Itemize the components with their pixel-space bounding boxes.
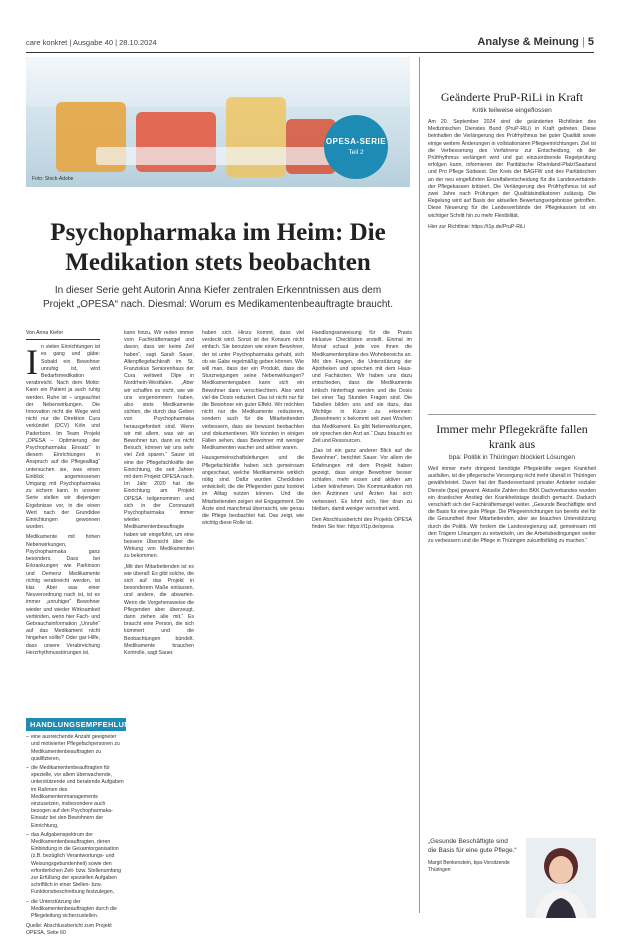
sidebar-1-body: Am 20. September 2024 sind die geänderten Richtlinien des Medizinischen Dienstes Bund (PruP-RiLi) in Kraft getreten. Diese beinhalten die Verlängerung des Prüfrhythmus bei guter Qualität sowie einige weitere Änderungen in vollstationären Pflegeeinrichtungen. Ziel ist die Verbesserung des Verfahrens zur Entscheidung, ob der Prüfrhythmus verlängert wird und gut einzuordnende Regelprüfung erfolgen kann, informieren der Paritätische Rheinland-Pfalz/Saarland und Pro Pflege Südwest. Der Kreis der BAGFW und des Paritätischen an der neu eingeführten Einzelfallentscheidung für die Landesverbände der Pflegekassen kritisiert. Die Verlängerung des Prüfrhythmus ist auf zwei Jahre nach Prüfungen der Qualitätsindikatoren zulässig. Die Regelung wird auf Basis der aktuellen Bewertungsergebnisse getroffen. Diese Neuerung für die Landesverbände der Pflegekassen ist ein wichtiger Schritt hin zu mehr Flexibilität.	[428, 119, 596, 219]
section-name: Analyse & Meinung	[477, 36, 579, 48]
portrait-photo	[526, 838, 596, 918]
sidebar-1-title: Geänderte PruP-RiLi in Kraft	[440, 90, 584, 104]
quote-text: „Gesunde Beschäftigte sind die Basis für eine gute Pflege.“	[428, 838, 517, 854]
quote-attribution: Margit Benkenstein, bpa-Vorsitzende Thüringen	[428, 860, 510, 873]
list-item: – das Aufgabenspektrum der Medikamentenbeauftragten, deren Einbindung in die Gesamtorganisation (z.B. bezüglich Verantwortungs- und Weisungsgebundenheit) sowie den erforderlichen Zeit- bzw. Stellenumfang zur Erfüllung der speziellen Aufgaben schriftlich in einer Stellen- bzw. Funktionsbeschreibung festzulegen,	[26, 832, 126, 897]
sidebar-2-body: Weil immer mehr dringend benötigte Pflegekräfte wegen Krankheit ausfallen, ist die pflegerische Versorgung nicht mehr überall in Thüringen gewährleistet. Davor hat der Bundesverband privater Anbieter sozialer Dienste (bpa) gewarnt. Aktuelle Zahlen des BKK Dachverbandes wurden ein drastischer Anstieg der Krankheitstage deutlich gemacht. Dadurch verschärft sich der Fachkräftemangel weiter. „Gesunde Beschäftigte sind die Basis für eine gute Pflege. Die Pflegeeinrichtungen tun bereits viel für die Gesundheit ihrer Mitarbeitenden, aber sie brauchen Unterstützung durch die Politik. Wir fordern die Landesregierung auf, gemeinsam mit den Trägern Lösungen zu entwickeln, um die Arbeitsbedingungen weiter zu verbessern und die Pflege in Thüringen zukunftsfähig zu machen.“	[428, 466, 596, 545]
recommendations-list	[26, 731, 126, 920]
column-divider	[419, 57, 420, 913]
column-2-text: kann hinzu, Wir reden immer vom Fachkräftemangel und davon, dass wir keine Zeit haben“, sagt Sarah Sauer, Altenpflegefachkraft im St. Franziskus Seniorenhaus der Cura weltweit Olpe in Nordrhein-Westfalen. „Aber wir schaffen es nicht, wie wir uns vorgenommen haben, also stets Medikamente sichten, die durch das Geben von Psychopharmaka herausgefordert sind. Wenn wir mit allem, was wir an Bewohner tun, dann es nicht Besuch, können wir uns sehr viel Zeit sparen.“ Sauer ist eine der Pflegefachkräfte der Einrichtung, die seit Jahren mit dem Projekt OPESA nach. Im Jahr 2020 hat die Einrichtung am Projekt OPESA teilgenommen und sich in der Coronazeit Psychopharmaka immer wieder. Medikamentenbeauftragte haben wir eingeführt, um eine bessere Übersicht über die Wirkung von Medikamenten zu bekommen.	[124, 330, 194, 560]
article-column-2	[124, 330, 194, 918]
column-3-text: haben sich. Hinzu kommt, dass viel verdeckt wird. Sonst ist der Konsum nicht einfach. Sie benutzen wie einen Bewohner, der ist unter Psychopharmaka gehabt, sich ob sie Gabe regelmäßig geben können. Wie will man, dass der ein Produkt, dass die Sturzneigungen seine Nebenwirkungen? Medikamentengaben kann sich ein Bewohner dann verschlechtern. Also wird viel die Dosis reduziert. Das ist nicht nur für die Bewohner ein guter Effekt. Wir möchten nicht nur die Medikamente reduzieren, sondern auch für die Mitarbeitenden verbessern, dass sie bewusst beobachten und dokumentieren. Wir konnten in einigen Fällen sehen, dass Bewohner mit weniger Medikamenten wacher und aktiver waren.	[202, 330, 304, 452]
article-column-4	[312, 330, 412, 918]
portrait-illustration	[526, 838, 596, 918]
column-2-text-b: „Mit den Mitarbeitenden ist es wie überall: Es gibt solche, die sich auf das Projekt in besonderem Maße einlassen, und andere, die abwarten. Wenn die Vorgehensweise die Pflegenden aber überzeugt, dann ziehen alle mit.“ Es braucht eine Person, die sich kümmert und die Beobachtungen bündelt. Medikamente brauchen Kontrolle, sagt Sauer.	[124, 563, 194, 656]
column-3-text-b: Hausgemeinschaftsleitungen und die Pflegefachkräfte haben sich gemeinsam angeschaut, welche Medikamente wirklich nötig sind. Dafür wurden Checklisten entwickelt, die die Pflegenden ganz konkret im Alltag nutzen können. Und die Mitarbeitenden zeigen viel Engagement. Die Ärzte sind manchmal überrascht, wie genau die Pflege beobachtet hat. Das zeigt, wie wichtig diese Rolle ist.	[202, 455, 304, 527]
series-badge-part: Teil 2	[348, 149, 364, 156]
author-line: Von Anna Kiefer	[26, 330, 100, 340]
sidebar-1-link[interactable]: Hier zur Richtlinie: https://t1p.de/PruP-RiLi	[428, 223, 526, 230]
article-title: Psychopharmaka im Heim: Die Medikation stets beobachten	[50, 219, 386, 276]
article-photo	[26, 57, 410, 187]
series-badge-title: OPESA-SERIE	[325, 137, 387, 146]
recommendations-heading: HANDLUNGSEMPFEHLUNGEN	[26, 718, 126, 731]
list-item: – eine ausreichende Anzahl geeigneter und motivierter Pflegefachpersonen zu Medikamentenbeauftragten zu qualifizieren,	[26, 734, 126, 763]
recommendations-source: Quelle: Abschlussbericht zum Projekt OPESA, Seite 60	[26, 923, 112, 937]
sidebar-2-subtitle: bpa: Politik in Thüringen blockiert Lösungen	[449, 454, 575, 461]
header-rule	[26, 52, 594, 53]
list-item: – die Medikamentenbeauftragten für spezielle, vor allem überwachende, unterstützende und beratende Aufgaben im Rahmen des Medikamentenmanagements einzusetzen, insbesondere auch bezogen auf den Psychopharmaka-Einsatz bei den Bewohnern der Einrichtung,	[26, 765, 126, 830]
article-column-1	[26, 330, 100, 712]
section-title: Analyse & Meinung | 5	[477, 36, 594, 48]
column-1-text: n vielen Einrichtungen ist es gang und gäbe: Sobald ein Bewohner unruhig ist, wird Bedarfsmedikation verabreicht. Nach dem Motto: Kann ein Patient ja auch ruhig werden. Ruhe ist – ungeachtet der Nebenwirkungen. Die Innovation nicht die Wege wird nicht nur die Direktion Cura verkündet (DCV) Köln und Paderborn. Im Team Projekt „OPESA – Optimierung der Psychopharmaka Einsatz“ in diesem Einrichtungen in Anspruch auf die Pflegealltag“ untersuchen sie, was einen Einblick angemessenen Umgang mit Psychopharmaka zu sichern kann. In unserer Serie stellen wir diejenigen Ergebnisse vor, in die einen Wert nach der Grundidee Einrichtungen gewonnen wurden.	[26, 344, 100, 531]
article-column-3	[202, 330, 304, 918]
drop-cap: I	[26, 342, 38, 383]
sidebar-article-prup-rili	[428, 90, 596, 408]
sidebar-article-pflegekraefte	[428, 422, 596, 830]
sidebar-2-title: Immer mehr Pflegekräfte fallen krank aus	[436, 422, 588, 451]
series-badge	[324, 115, 388, 179]
pull-quote	[428, 838, 518, 873]
article-lead: In dieser Serie geht Autorin Anna Kiefer zentralen Erkenntnissen aus dem Projekt „OPESA“ nach. Diesmal: Worum es Medikamentenbeauftragte braucht.	[43, 285, 393, 310]
column-1-text-b: Medikamente mit hohen Nebenwirkungen, Psychopharmaka ganz besonders. Dass bei Erkrankungen wie Parkinson und Demenz Medikamente richtig verabreicht werden, ist klar. Aber was einer Neuverordnung nach ist, ist es immer „unruhiger“ Bewohner wieder und wieder Wirksamkeit verbinden, wenn hier Fach- und Gebrauchsinformation „Unruhe“ auf das Medikament nicht hingehen sollte? Oder gar Hilfe, dass unsere Verabreichung Herzrhythmusstörungen ist.	[26, 534, 100, 656]
column-4-text: Handlungsanweisung für die Praxis inklusive Checklisten erstellt. Einmal im Monat schaut jede von ihnen die Medikamentenpläne des Wohnbereichs an. Mit den Fragen, die Unterstützung der Apotheken und sprechen mit dem Haus- und Fachärzten. Wir haben uns dazu entschieden, dass die Medikamente kritisch hinterfragt werden und die Dosis bei einer Tag Stunden Fragen sind. Die Tabellen bilden uns und sie dazu, das Wichtige in Kürze zu erkennen: „Bewohnerin x bekommt seit zwei Wochen das Medikament. Es gibt Nebenwirkungen, wir sprechen den Arzt an.“ Dazu braucht es Zeit und Ressourcen.	[312, 330, 412, 445]
sidebar-divider	[428, 414, 596, 415]
issue-info: care konkret | Ausgabe 40 | 28.10.2024	[26, 38, 157, 47]
list-item: – die Unterstützung der Medikamentenbeauftragten durch die Pflegeleitung sicherzustellen.	[26, 899, 126, 921]
photo-credit: Foto: Stock-Adobe	[32, 176, 74, 182]
page-header	[26, 36, 594, 50]
recommendations-box	[26, 718, 148, 937]
sidebar-1-subtitle: Kritik teilweise eingeflossen	[472, 107, 552, 114]
column-4-text-b: „Das ist ein ganz anderer Blick auf die Bewohner“, berichtet Sauer. Vor allem die Erfahrungen mit dem Projekt haben gezeigt, dass einige Bewohner besser schlafen, mehr essen und aktiver am Leben teilnehmen. Die Kommunikation mit den Ärztinnen und Ärzten hat sich verbessert. Es lohnt sich, hier dran zu bleiben, damit weniger verordnet wird.	[312, 448, 412, 512]
column-4-info: Den Abschlussbericht des Projekts OPESA finden Sie hier: https://t1p.de/opesa	[312, 517, 412, 531]
page-number: 5	[587, 36, 594, 48]
